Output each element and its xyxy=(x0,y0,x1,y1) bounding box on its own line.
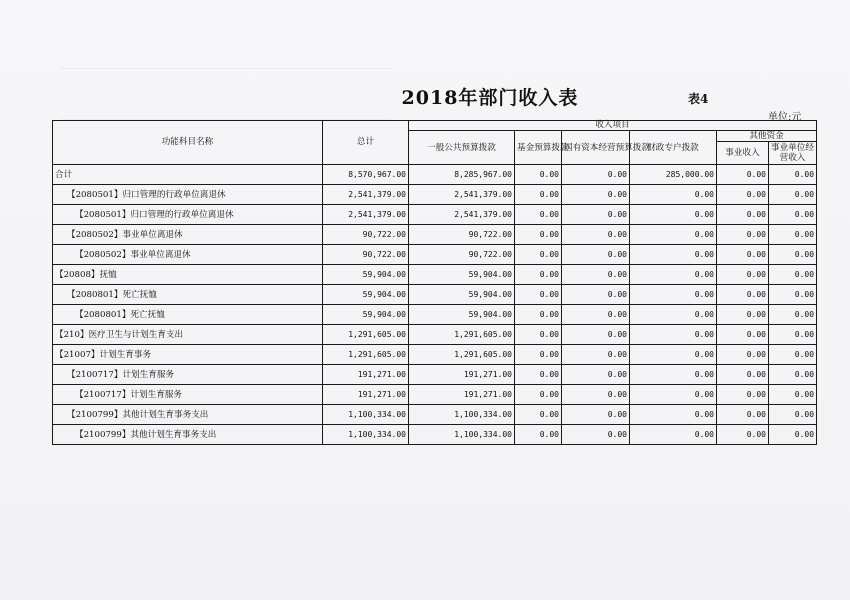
header-name: 功能科目名称 xyxy=(53,121,323,165)
header-state-capital: 国有资本经营预算拨款 xyxy=(562,131,630,165)
row-state-capital: 0.00 xyxy=(562,285,630,305)
table-row xyxy=(53,325,817,345)
row-state-capital: 0.00 xyxy=(562,425,630,445)
row-total: 59,904.00 xyxy=(323,305,409,325)
row-general-budget: 2,541,379.00 xyxy=(409,205,515,225)
row-special-funds: 0.00 xyxy=(630,245,717,265)
row-general-budget: 1,100,334.00 xyxy=(409,405,515,425)
table-row xyxy=(53,385,817,405)
row-total: 191,271.00 xyxy=(323,385,409,405)
row-business-income: 0.00 xyxy=(717,325,769,345)
row-state-capital: 0.00 xyxy=(562,185,630,205)
header-special-funds: 财政专户拨款 xyxy=(630,131,717,165)
table-body xyxy=(53,165,817,445)
row-general-budget: 90,722.00 xyxy=(409,245,515,265)
table-row xyxy=(53,165,817,185)
row-business-income: 0.00 xyxy=(717,385,769,405)
row-general-budget: 1,100,334.00 xyxy=(409,425,515,445)
row-name: 【2080801】死亡抚恤 xyxy=(53,285,323,305)
row-general-budget: 59,904.00 xyxy=(409,305,515,325)
row-general-budget: 191,271.00 xyxy=(409,385,515,405)
row-state-capital: 0.00 xyxy=(562,325,630,345)
row-name: 【21007】计划生育事务 xyxy=(53,345,323,365)
row-fund-budget: 0.00 xyxy=(515,425,562,445)
row-fund-budget: 0.00 xyxy=(515,285,562,305)
row-operating-income: 0.00 xyxy=(769,245,817,265)
row-general-budget: 59,904.00 xyxy=(409,285,515,305)
row-operating-income: 0.00 xyxy=(769,425,817,445)
row-business-income: 0.00 xyxy=(717,185,769,205)
table-row xyxy=(53,225,817,245)
row-name: 【2080502】事业单位离退休 xyxy=(53,245,323,265)
row-special-funds: 0.00 xyxy=(630,325,717,345)
row-special-funds: 0.00 xyxy=(630,205,717,225)
table-row xyxy=(53,245,817,265)
row-general-budget: 2,541,379.00 xyxy=(409,185,515,205)
row-business-income: 0.00 xyxy=(717,405,769,425)
row-fund-budget: 0.00 xyxy=(515,165,562,185)
row-fund-budget: 0.00 xyxy=(515,385,562,405)
row-business-income: 0.00 xyxy=(717,345,769,365)
table-row xyxy=(53,425,817,445)
header-other-funds: 其他资金 xyxy=(717,131,817,142)
row-general-budget: 59,904.00 xyxy=(409,265,515,285)
row-name: 【210】医疗卫生与计划生育支出 xyxy=(53,325,323,345)
row-general-budget: 191,271.00 xyxy=(409,365,515,385)
row-name: 【2100717】计划生育服务 xyxy=(53,385,323,405)
row-name: 【2080501】归口管理的行政单位离退休 xyxy=(53,205,323,225)
row-business-income: 0.00 xyxy=(717,225,769,245)
row-business-income: 0.00 xyxy=(717,205,769,225)
row-special-funds: 0.00 xyxy=(630,405,717,425)
row-total: 1,100,334.00 xyxy=(323,425,409,445)
row-name: 【2100717】计划生育服务 xyxy=(53,365,323,385)
row-state-capital: 0.00 xyxy=(562,225,630,245)
row-operating-income: 0.00 xyxy=(769,405,817,425)
row-total: 1,100,334.00 xyxy=(323,405,409,425)
table-row xyxy=(53,185,817,205)
row-name: 【2080801】死亡抚恤 xyxy=(53,305,323,325)
row-state-capital: 0.00 xyxy=(562,165,630,185)
row-special-funds: 0.00 xyxy=(630,365,717,385)
row-operating-income: 0.00 xyxy=(769,365,817,385)
row-fund-budget: 0.00 xyxy=(515,265,562,285)
table-number: 表4 xyxy=(688,92,709,106)
row-fund-budget: 0.00 xyxy=(515,365,562,385)
row-fund-budget: 0.00 xyxy=(515,345,562,365)
row-total: 59,904.00 xyxy=(323,265,409,285)
row-operating-income: 0.00 xyxy=(769,265,817,285)
row-name: 合计 xyxy=(53,165,323,185)
row-name: 【2100799】其他计划生育事务支出 xyxy=(53,405,323,425)
table-row xyxy=(53,305,817,325)
header-general-budget: 一般公共预算拨款 xyxy=(409,131,515,165)
row-total: 1,291,605.00 xyxy=(323,345,409,365)
row-state-capital: 0.00 xyxy=(562,365,630,385)
row-total: 8,570,967.00 xyxy=(323,165,409,185)
table-row xyxy=(53,405,817,425)
row-operating-income: 0.00 xyxy=(769,205,817,225)
row-operating-income: 0.00 xyxy=(769,165,817,185)
row-general-budget: 1,291,605.00 xyxy=(409,325,515,345)
row-state-capital: 0.00 xyxy=(562,345,630,365)
row-fund-budget: 0.00 xyxy=(515,185,562,205)
row-general-budget: 1,291,605.00 xyxy=(409,345,515,365)
row-operating-income: 0.00 xyxy=(769,345,817,365)
row-operating-income: 0.00 xyxy=(769,305,817,325)
row-state-capital: 0.00 xyxy=(562,245,630,265)
page-title: 2018年部门收入表 xyxy=(401,87,579,109)
row-special-funds: 0.00 xyxy=(630,185,717,205)
row-special-funds: 0.00 xyxy=(630,225,717,245)
table-row xyxy=(53,205,817,225)
show-through-ghost xyxy=(60,68,390,120)
row-total: 191,271.00 xyxy=(323,365,409,385)
row-fund-budget: 0.00 xyxy=(515,205,562,225)
row-business-income: 0.00 xyxy=(717,425,769,445)
row-operating-income: 0.00 xyxy=(769,325,817,345)
row-total: 90,722.00 xyxy=(323,245,409,265)
row-special-funds: 285,000.00 xyxy=(630,165,717,185)
row-total: 1,291,605.00 xyxy=(323,325,409,345)
row-fund-budget: 0.00 xyxy=(515,305,562,325)
header-fund-budget: 基金预算拨款 xyxy=(515,131,562,165)
row-business-income: 0.00 xyxy=(717,245,769,265)
unit-label: 单位:元 xyxy=(768,112,802,123)
table-row xyxy=(53,365,817,385)
row-operating-income: 0.00 xyxy=(769,185,817,205)
table-row xyxy=(53,345,817,365)
row-business-income: 0.00 xyxy=(717,285,769,305)
row-special-funds: 0.00 xyxy=(630,285,717,305)
row-operating-income: 0.00 xyxy=(769,285,817,305)
row-fund-budget: 0.00 xyxy=(515,225,562,245)
row-operating-income: 0.00 xyxy=(769,385,817,405)
row-general-budget: 8,285,967.00 xyxy=(409,165,515,185)
row-fund-budget: 0.00 xyxy=(515,405,562,425)
row-name: 【2080502】事业单位离退休 xyxy=(53,225,323,245)
row-special-funds: 0.00 xyxy=(630,345,717,365)
row-total: 59,904.00 xyxy=(323,285,409,305)
row-state-capital: 0.00 xyxy=(562,385,630,405)
row-total: 2,541,379.00 xyxy=(323,205,409,225)
table-row xyxy=(53,285,817,305)
row-state-capital: 0.00 xyxy=(562,265,630,285)
row-general-budget: 90,722.00 xyxy=(409,225,515,245)
row-business-income: 0.00 xyxy=(717,165,769,185)
row-state-capital: 0.00 xyxy=(562,405,630,425)
header-business-income: 事业收入 xyxy=(717,142,769,165)
row-name: 【2080501】归口管理的行政单位离退休 xyxy=(53,185,323,205)
row-business-income: 0.00 xyxy=(717,265,769,285)
row-business-income: 0.00 xyxy=(717,305,769,325)
row-fund-budget: 0.00 xyxy=(515,325,562,345)
row-special-funds: 0.00 xyxy=(630,385,717,405)
row-total: 90,722.00 xyxy=(323,225,409,245)
row-business-income: 0.00 xyxy=(717,365,769,385)
row-name: 【20808】抚恤 xyxy=(53,265,323,285)
row-total: 2,541,379.00 xyxy=(323,185,409,205)
row-state-capital: 0.00 xyxy=(562,205,630,225)
row-operating-income: 0.00 xyxy=(769,225,817,245)
income-table xyxy=(52,120,817,445)
header-total: 总计 xyxy=(323,121,409,165)
table-row xyxy=(53,265,817,285)
row-name: 【2100799】其他计划生育事务支出 xyxy=(53,425,323,445)
row-special-funds: 0.00 xyxy=(630,425,717,445)
row-fund-budget: 0.00 xyxy=(515,245,562,265)
row-special-funds: 0.00 xyxy=(630,265,717,285)
header-income-items: 收入项目 xyxy=(409,121,817,131)
row-state-capital: 0.00 xyxy=(562,305,630,325)
row-special-funds: 0.00 xyxy=(630,305,717,325)
header-operating-income: 事业单位经营收入 xyxy=(769,142,817,165)
